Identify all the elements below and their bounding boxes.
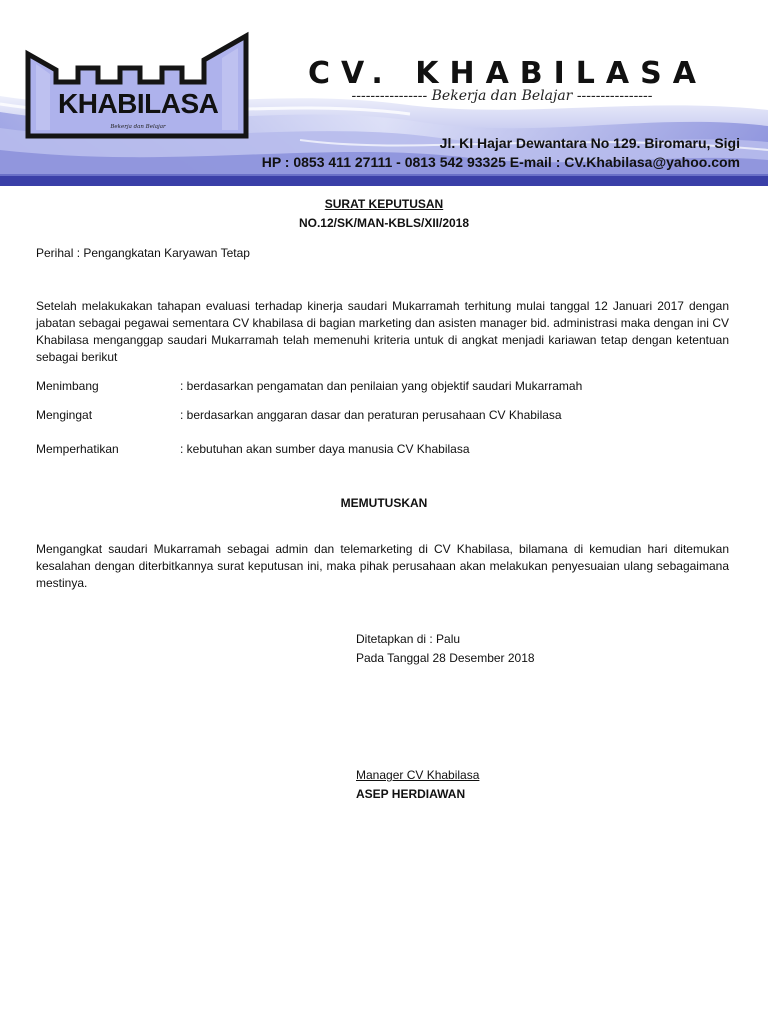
consideration-value: : berdasarkan pengamatan dan penilaian yang objektif saudari Mukarramah (180, 379, 583, 393)
letter-heading: SURAT KEPUTUSAN (324, 197, 444, 211)
consideration-label: Menimbang (36, 379, 99, 393)
company-name: CV. KHABILASA (308, 56, 707, 91)
logo-tagline: Bekerja dan Belajar (110, 124, 166, 130)
decision-heading: MEMUTUSKAN (340, 496, 428, 510)
letter-subject: Perihal : Pengangkatan Karyawan Tetap (36, 246, 250, 260)
company-address: Jl. KI Hajar Dewantara No 129. Biromaru, Sigi (439, 135, 740, 151)
decision-paragraph: Mengangkat saudari Mukarramah sebagai admin dan telemarketing di CV Khabilasa, bilamana di kemudian hari ditemukan kesalahan dengan diterbitkannya surat keputusan ini, maka pihak perusahaan akan melakukan penyesuaian ulang sebagaimana mestinya. (36, 542, 729, 590)
company-contact: HP : 0853 411 27111 - 0813 542 93325 E-mail : CV.Khabilasa@yahoo.com (261, 154, 740, 170)
logo-wordmark: KHABILASA (58, 88, 219, 119)
letterhead (0, 0, 768, 186)
signing-place: Ditetapkan di : Palu (356, 632, 461, 646)
signing-date: Pada Tanggal 28 Desember 2018 (356, 651, 535, 665)
company-logo (22, 30, 254, 142)
intro-paragraph: Setelah melakukakan tahapan evaluasi terhadap kinerja saudari Mukarramah terhitung mulai tanggal 12 Januari 2017 dengan jabatan sebagai pegawai sementara CV khabilasa di bagian marketing dan asisten manager bid. administrasi maka dengan ini CV Khabilasa menganggap saudari Mukarramah telah memenuhi kriteria untuk di angkat menjadi kariawan tetap dengan ketentuan sebagai berikut (36, 299, 729, 364)
consideration-value: : kebutuhan akan sumber daya manusia CV Khabilasa (180, 442, 470, 456)
consideration-label: Mengingat (36, 408, 93, 422)
company-motto: ---------------- Bekerja dan Belajar ---------------- (351, 88, 653, 104)
signer-name: ASEP HERDIAWAN (356, 787, 466, 801)
letter-number: NO.12/SK/MAN-KBLS/XII/2018 (298, 216, 470, 230)
consideration-label: Memperhatikan (36, 442, 119, 456)
signer-title: Manager CV Khabilasa (356, 768, 480, 782)
consideration-value: : berdasarkan anggaran dasar dan peraturan perusahaan CV Khabilasa (180, 408, 562, 422)
